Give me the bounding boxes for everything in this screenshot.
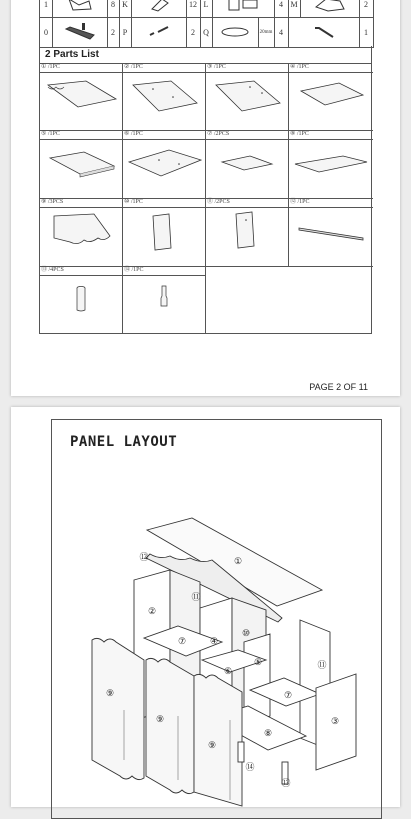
- rail-icon: [289, 208, 373, 266]
- page-number: PAGE 2 OF 11: [309, 382, 368, 392]
- callout-8: ⑧: [263, 729, 273, 739]
- hw-qty: 1: [40, 0, 53, 17]
- part-cell-10: [123, 199, 206, 267]
- wavy-door-icon: [40, 208, 123, 266]
- hardware-row-1: [40, 0, 373, 18]
- part-cell-3: [206, 64, 289, 131]
- hw-qty: 8: [107, 0, 120, 17]
- shelf-panel-icon: [40, 140, 123, 198]
- exploded-view-diagram: [52, 510, 383, 810]
- callout-10: ⑩: [241, 629, 251, 639]
- hardware-table: [39, 0, 374, 48]
- callout-5: ⑤: [253, 658, 263, 668]
- part-cell-4: [289, 64, 373, 131]
- part-label: ⑬ /4PCS: [41, 267, 64, 273]
- hw-qty: 2: [364, 0, 368, 9]
- side-panel-icon: [123, 73, 206, 131]
- part-label: ⑥ /1PC: [124, 131, 143, 137]
- part-cell-6: [123, 131, 206, 199]
- part-cell-7: [206, 131, 289, 199]
- parts-list-heading: 2 Parts List: [39, 46, 372, 64]
- allen-key-icon: [288, 17, 360, 47]
- leg-icon: [40, 276, 123, 334]
- callout-4: ④: [209, 637, 219, 647]
- pad-icon: [212, 17, 259, 47]
- hw-code: P: [119, 17, 132, 47]
- hw-qty: 4: [274, 0, 289, 17]
- part-cell-2: [123, 64, 206, 131]
- callout-13: ⑬: [281, 779, 291, 789]
- hw-code: L: [200, 0, 213, 17]
- part-cell-14: [123, 267, 206, 334]
- callout-9c: ⑨: [207, 741, 217, 751]
- part-label: ⑦ /2PCS: [207, 131, 230, 137]
- part-label: ⑭ /1PC: [124, 267, 144, 273]
- wavy-top-panel-icon: [40, 73, 123, 131]
- part-cell-5: [40, 131, 123, 199]
- callout-14: ⑭: [245, 763, 255, 773]
- part-cell-9: [40, 199, 123, 267]
- hw-code: Q: [200, 17, 213, 47]
- long-panel-icon: [289, 140, 373, 198]
- part-label: ⑩ /1PC: [124, 199, 143, 205]
- callout-9a: ⑨: [105, 689, 115, 699]
- part-cell-12: [289, 199, 373, 267]
- hw-qty: 12: [186, 0, 201, 17]
- hardware-row-2: [40, 17, 373, 47]
- part-cell-11: [206, 199, 289, 267]
- part-label: ③ /1PC: [207, 64, 226, 70]
- callout-2: ②: [147, 607, 157, 617]
- bracket-icon: [52, 0, 108, 17]
- side-panel-icon: [206, 73, 289, 131]
- cam-lock-icon: [52, 17, 108, 47]
- part-label: ⑨ /3PCS: [41, 199, 64, 205]
- manual-page-2: [11, 0, 400, 396]
- part-label: ⑪ /2PCS: [207, 199, 230, 205]
- part-label: ⑫ /1PC: [290, 199, 310, 205]
- foot-icon: [123, 276, 206, 334]
- callout-11b: ⑪: [317, 661, 327, 671]
- tall-board-icon: [123, 208, 206, 266]
- part-label: ② /1PC: [124, 64, 143, 70]
- part-cell-1: [40, 64, 123, 131]
- hinge-icon: [212, 0, 275, 17]
- manual-page-3: [11, 407, 400, 807]
- bottom-panel-icon: [123, 140, 206, 198]
- corner-bracket-icon: [131, 0, 187, 17]
- part-label: ⑤ /1PC: [41, 131, 60, 137]
- hw-qty: 2: [186, 17, 201, 47]
- small-shelf-icon: [206, 140, 289, 198]
- part-cell-8: [289, 131, 373, 199]
- callout-9b: ⑨: [155, 715, 165, 725]
- hw-qty: 4: [274, 17, 289, 47]
- hw-code: 0: [40, 17, 53, 47]
- part-label: ⑧ /1PC: [290, 131, 309, 137]
- page-title: PANEL LAYOUT: [70, 434, 178, 450]
- tall-board-icon: [206, 208, 289, 266]
- hinge-plate-icon: [300, 0, 360, 17]
- part-label: ④ /1PC: [290, 64, 309, 70]
- callout-6: ⑥: [223, 667, 233, 677]
- hw-qty: 1: [364, 27, 368, 37]
- hw-code: M: [288, 0, 301, 17]
- panel-icon: [289, 73, 373, 131]
- panel-layout-frame: [51, 419, 382, 819]
- callout-3: ③: [330, 717, 340, 727]
- hw-size: 20mm: [258, 17, 275, 47]
- callout-7a: ⑦: [177, 637, 187, 647]
- part-cell-13: [40, 267, 123, 334]
- part-label: ① /1PC: [41, 64, 60, 70]
- callout-11a: ⑪: [191, 593, 201, 603]
- callout-12: ⑫: [139, 553, 149, 563]
- callout-7b: ⑦: [283, 691, 293, 701]
- callout-1: ①: [233, 557, 243, 567]
- parts-list-grid: [39, 64, 372, 334]
- hw-code: K: [119, 0, 132, 17]
- dowel-icon: [131, 17, 187, 47]
- hw-qty: 2: [107, 17, 120, 47]
